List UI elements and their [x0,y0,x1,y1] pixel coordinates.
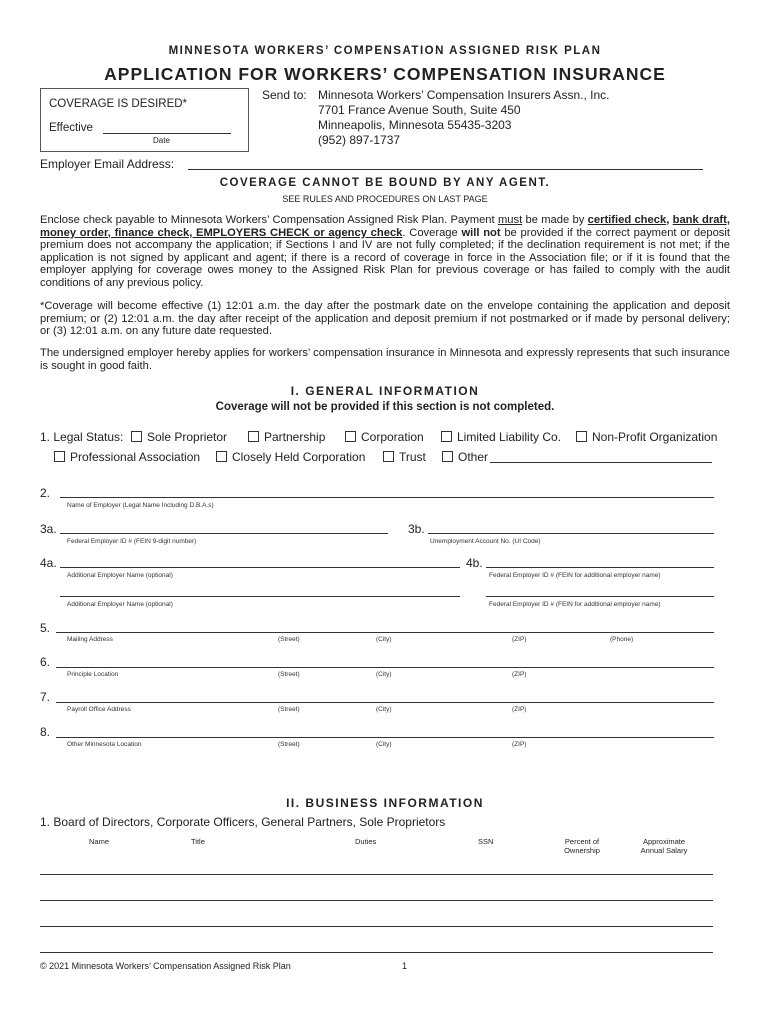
option-sole-proprietor[interactable] [131,430,227,444]
emphasis: certified check [587,214,667,226]
additional-fein-field[interactable] [486,567,714,568]
field-caption: Federal Employer ID # (FEIN for additional employer name) [489,572,661,579]
checkbox[interactable] [54,451,65,462]
page-number: 1 [402,961,408,971]
no-agent-notice: COVERAGE CANNOT BE BOUND BY ANY AGENT. [219,177,551,189]
field-caption: Name of Employer (Legal Name Including D.B.A.s) [67,502,214,509]
checkbox[interactable] [345,431,356,442]
legal-status-label: 1. Legal Status: [40,430,124,444]
option-llc[interactable] [441,430,561,444]
text: . Coverage [402,226,462,239]
additional-employer-name-field-2[interactable] [60,596,460,597]
send-to-label: Send to: [262,88,307,102]
other-location-field[interactable] [56,737,714,738]
ui-code-field[interactable] [428,533,714,534]
option-label: Limited Liability Co. [457,430,562,444]
field-caption: Additional Employer Name (optional) [67,601,173,608]
field-caption: (City) [376,671,392,678]
undersigned-paragraph: The undersigned employer hereby applies for workers’ compensation insurance in Minnesota and expressly represents that such insurance is sought in good faith. [40,347,730,372]
text: be provided if the correct payment or deposit premium does not accompany the application; if Sections I and IV are not fully completed; if the declination requirement is not met; if the application is not signed by applicant and agent; if there is a record of coverage in force in the Association file; or if it is found that the employer applying for coverage owes money to the Assigned Risk Plan for previous coverage or has failed to comply with the audit conditions of any previous policy. [40,226,730,289]
option-label: Trust [399,450,426,464]
text: be made by [522,214,588,226]
field-caption: Additional Employer Name (optional) [67,572,173,579]
page-title: APPLICATION FOR WORKERS’ COMPENSATION INSURANCE [104,64,666,84]
field-caption: Principle Location [67,671,119,678]
emphasis: must [497,214,523,226]
address-line: Minnesota Workers’ Compensation Insurers Assn., Inc. [318,88,610,102]
field-caption: Mailing Address [67,636,113,643]
option-closely-held[interactable] [216,450,365,464]
header-line: Ownership [564,846,600,855]
header-line: Approximate [642,837,686,846]
section-2-item-1: 1. Board of Directors, Corporate Officers, General Partners, Sole Proprietors [40,815,446,829]
field-caption: Other Minnesota Location [67,741,142,748]
see-rules-notice: SEE RULES AND PROCEDURES ON LAST PAGE [282,194,488,204]
address-line: 7701 France Avenue South, Suite 450 [318,103,521,117]
option-label: Corporation [361,430,424,444]
coverage-label: COVERAGE IS DESIRED* [49,98,188,110]
column-header [560,837,604,855]
field-caption: (City) [376,706,392,713]
section-2-title: II. BUSINESS INFORMATION [286,796,484,810]
field-caption: Payroll Office Address [67,706,131,713]
checkbox[interactable] [576,431,587,442]
payroll-office-field[interactable] [56,702,714,703]
item-number: 2. [40,486,51,500]
effective-note: *Coverage will become effective (1) 12:01 a.m. the day after the postmark date on the envelope containing the application and deposit premium; or (2) 12:01 a.m. the day after receipt of the application and deposit premium if not postmarked or if made by personal delivery; or (3) 12:01 a.m. on any future date requested. [40,300,730,338]
item-number: 7. [40,690,51,704]
footer-copyright: © 2021 Minnesota Workers’ Compensation Assigned Risk Plan [40,961,291,971]
checkbox[interactable] [131,431,142,442]
email-field[interactable] [188,169,703,170]
option-label: Partnership [264,430,326,444]
field-caption: (Street) [278,636,300,643]
send-to-address [318,88,609,148]
field-caption: (Phone) [610,636,634,643]
address-line: (952) 897-1737 [318,133,401,147]
option-corporation[interactable] [345,430,424,444]
item-number: 4a. [40,556,57,570]
principle-location-field[interactable] [56,667,714,668]
org-name: MINNESOTA WORKERS’ COMPENSATION ASSIGNED RISK PLAN [168,45,602,57]
option-label: Closely Held Corporation [232,450,366,464]
employer-name-field[interactable] [60,497,714,498]
officer-row-field[interactable] [40,874,713,875]
column-header: Duties [355,837,377,846]
option-label: Sole Proprietor [147,430,228,444]
other-field[interactable] [490,462,712,463]
officer-row-field[interactable] [40,926,713,927]
coverage-box [40,88,249,152]
option-trust[interactable] [383,450,426,464]
option-other[interactable] [442,450,488,464]
date-caption: Date [153,136,170,145]
field-caption: (ZIP) [512,741,527,748]
text: Enclose check payable to Minnesota Workers’ Compensation Assigned Risk Plan. Payment [40,214,498,226]
header-line: Percent of [564,837,600,846]
column-header: Name [89,837,110,846]
checkbox[interactable] [441,431,452,442]
header-line: Annual Salary [640,846,688,855]
option-label: Non-Profit Organization [592,430,718,444]
item-number: 6. [40,655,51,669]
item-number: 8. [40,725,51,739]
field-caption: (City) [376,741,392,748]
option-label: Other [458,450,489,464]
emphasis: bank draft, money order, finance check, EMPLOYERS CHECK or agency check [40,214,730,239]
checkbox[interactable] [383,451,394,462]
field-caption: (ZIP) [512,671,527,678]
field-caption: (ZIP) [512,636,527,643]
checkbox[interactable] [248,431,259,442]
additional-fein-field-2[interactable] [486,596,714,597]
option-professional-assoc[interactable] [54,450,200,464]
item-number: 3b. [408,522,425,536]
fein-field[interactable] [60,533,388,534]
field-caption: Federal Employer ID # (FEIN for additional employer name) [489,601,661,608]
address-line: Minneapolis, Minnesota 55435-3203 [318,118,512,132]
effective-date-field[interactable] [103,133,231,134]
column-header: SSN [478,837,494,846]
option-non-profit[interactable] [576,430,717,444]
checkbox[interactable] [442,451,453,462]
option-partnership[interactable] [248,430,325,444]
item-number: 5. [40,621,51,635]
enclose-paragraph [40,214,730,290]
text: , [666,214,673,226]
field-caption: (ZIP) [512,706,527,713]
field-caption: (Street) [278,706,300,713]
mailing-address-field[interactable] [56,632,714,633]
column-header [636,837,692,855]
officer-row-field[interactable] [40,952,713,953]
checkbox[interactable] [216,451,227,462]
item-number: 3a. [40,522,57,536]
field-caption: Federal Employer ID # (FEIN 9-digit number) [67,538,197,545]
emphasis: will not [461,226,501,239]
column-header: Title [191,837,205,846]
email-label: Employer Email Address: [40,157,175,171]
additional-employer-name-field[interactable] [60,567,460,568]
field-caption: (Street) [278,671,300,678]
section-1-title: I. GENERAL INFORMATION [290,384,480,398]
option-label: Professional Association [70,450,201,464]
section-1-subtitle: Coverage will not be provided if this section is not completed. [215,401,555,413]
officer-row-field[interactable] [40,900,713,901]
item-number: 4b. [466,556,483,570]
field-caption: (Street) [278,741,300,748]
field-caption: Unemployment Account No. (UI Code) [430,538,541,545]
effective-label: Effective [49,122,93,134]
field-caption: (City) [376,636,392,643]
